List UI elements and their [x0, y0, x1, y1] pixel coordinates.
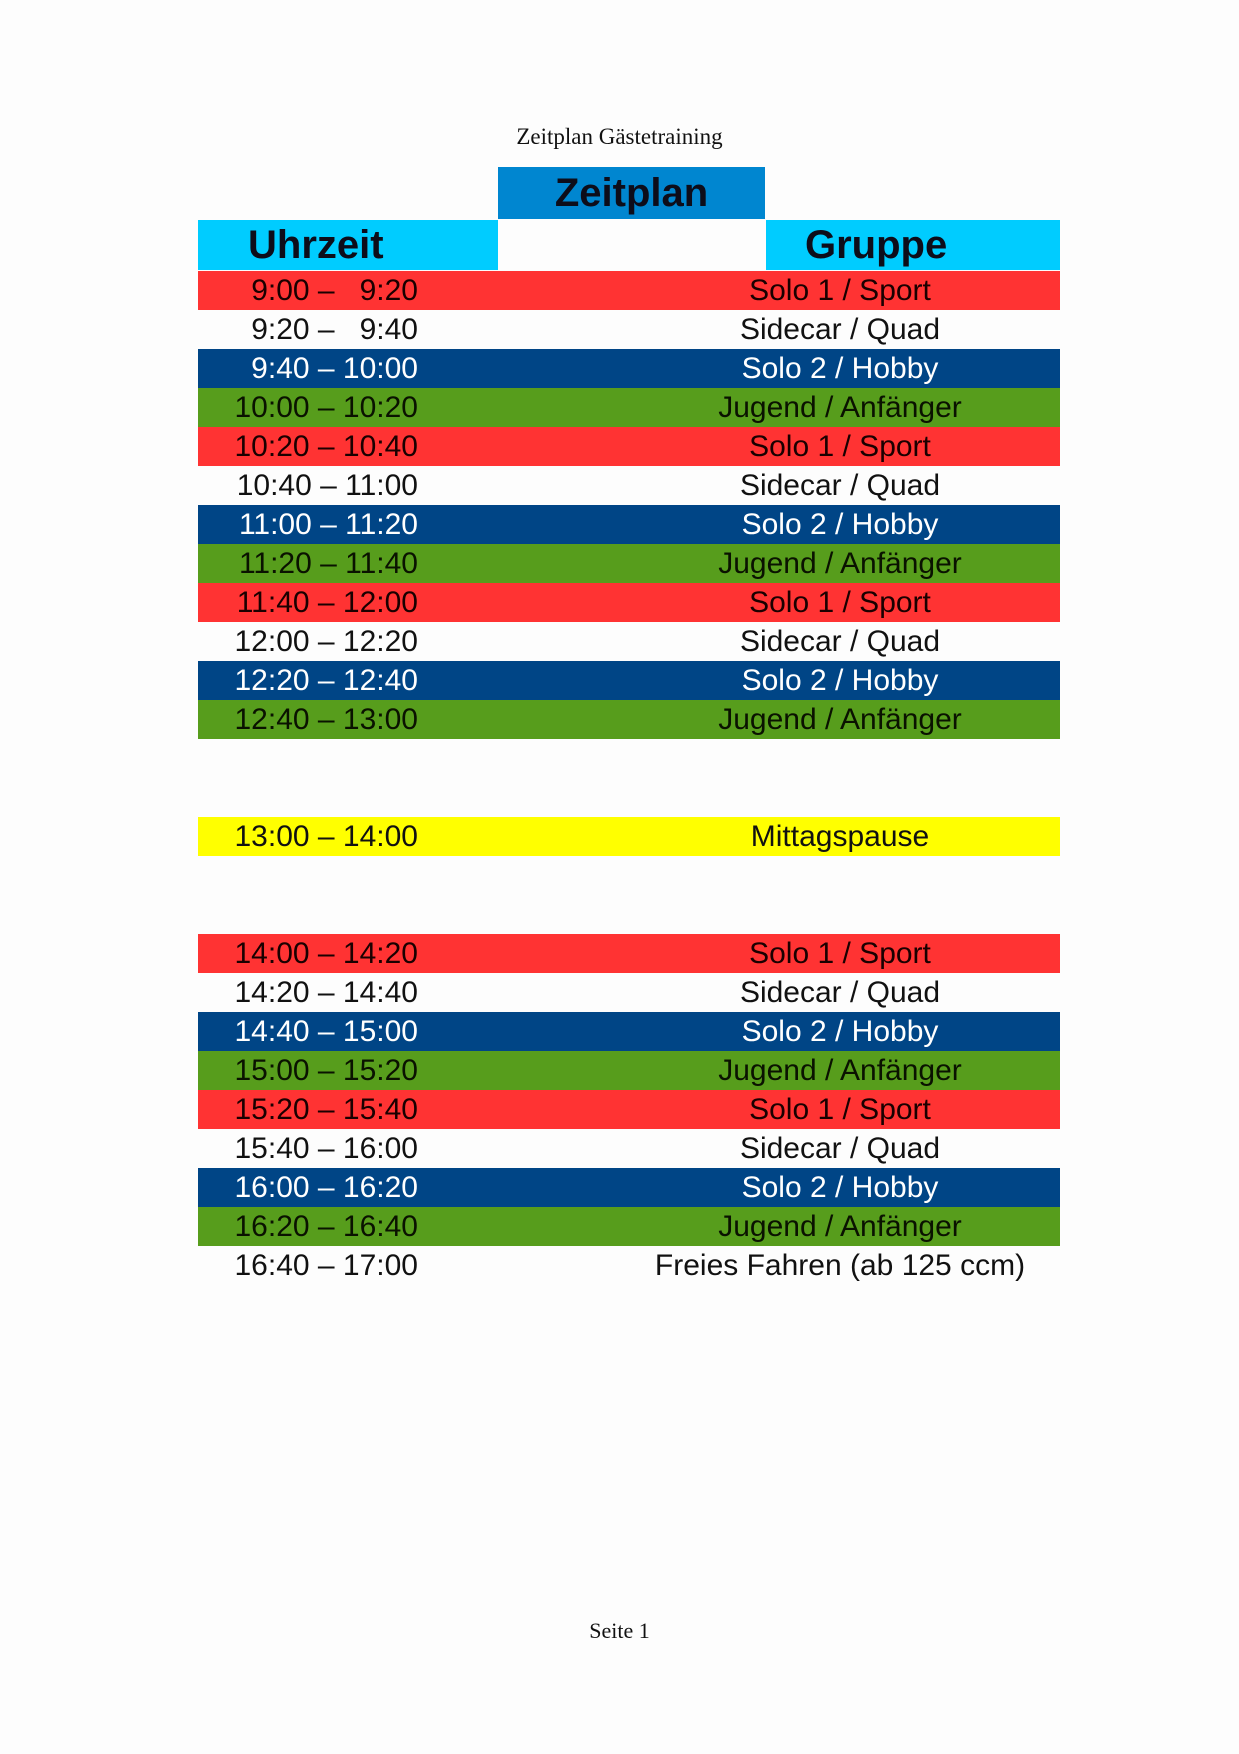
schedule-row [198, 1012, 1060, 1051]
group-cell: Mittagspause [750, 820, 930, 853]
schedule-row [198, 934, 1060, 973]
time-cell: 16:00 – 16:20 [234, 1171, 418, 1204]
group-cell: Solo 2 / Hobby [741, 508, 939, 541]
time-cell: 13:00 – 14:00 [234, 820, 418, 853]
group-cell: Sidecar / Quad [739, 469, 941, 502]
time-cell: 16:20 – 16:40 [234, 1210, 418, 1243]
schedule-row [198, 544, 1060, 583]
group-cell: Sidecar / Quad [739, 625, 941, 658]
page-footer: Seite 1 [589, 1618, 650, 1643]
column-header-group: Gruppe [766, 220, 1060, 270]
schedule-row [198, 1090, 1060, 1129]
time-cell: 14:00 – 14:20 [234, 937, 418, 970]
time-cell: 10:20 – 10:40 [234, 430, 418, 463]
time-cell: 10:40 – 11:00 [236, 469, 418, 502]
schedule-row [198, 622, 1060, 661]
group-cell: Jugend / Anfänger [718, 547, 962, 580]
group-cell: Jugend / Anfänger [718, 391, 962, 424]
time-cell: 16:40 – 17:00 [234, 1249, 418, 1282]
schedule-row [198, 388, 1060, 427]
time-cell: 14:40 – 15:00 [234, 1015, 418, 1048]
column-header-time: Uhrzeit [198, 220, 498, 270]
schedule-row [198, 1246, 1060, 1285]
group-cell: Freies Fahren (ab 125 ccm) [654, 1249, 1026, 1282]
schedule-row [198, 310, 1060, 349]
schedule-row [198, 583, 1060, 622]
group-cell: Sidecar / Quad [739, 313, 941, 346]
schedule-row [198, 427, 1060, 466]
schedule-row [198, 973, 1060, 1012]
schedule-title: Zeitplan [498, 167, 765, 219]
time-cell: 14:20 – 14:40 [234, 976, 418, 1009]
schedule-row [198, 700, 1060, 739]
time-cell: 9:00 – 9:20 [251, 274, 418, 307]
group-cell: Solo 2 / Hobby [741, 664, 939, 697]
group-cell: Jugend / Anfänger [718, 703, 962, 736]
time-cell: 11:00 – 11:20 [238, 508, 418, 541]
time-cell: 12:40 – 13:00 [234, 703, 418, 736]
time-cell: 11:40 – 12:00 [236, 586, 418, 619]
time-cell: 10:00 – 10:20 [234, 391, 418, 424]
group-cell: Solo 2 / Hobby [741, 1015, 939, 1048]
group-cell: Solo 1 / Sport [749, 1093, 931, 1126]
group-cell: Jugend / Anfänger [718, 1054, 962, 1087]
group-cell: Sidecar / Quad [739, 1132, 941, 1165]
schedule-row [198, 1207, 1060, 1246]
page-header: Zeitplan Gästetraining [516, 124, 723, 149]
schedule-row [198, 349, 1060, 388]
time-cell: 11:20 – 11:40 [238, 547, 418, 580]
time-cell: 15:40 – 16:00 [234, 1132, 418, 1165]
time-cell: 12:20 – 12:40 [234, 664, 418, 697]
time-cell: 15:20 – 15:40 [234, 1093, 418, 1126]
schedule-row [198, 271, 1060, 310]
group-cell: Solo 2 / Hobby [741, 1171, 939, 1204]
time-cell: 15:00 – 15:20 [234, 1054, 418, 1087]
group-cell: Sidecar / Quad [739, 976, 941, 1009]
schedule-row [198, 1168, 1060, 1207]
schedule-row [198, 1051, 1060, 1090]
schedule-row [198, 466, 1060, 505]
group-cell: Solo 1 / Sport [749, 274, 931, 307]
schedule-row [198, 505, 1060, 544]
group-cell: Solo 1 / Sport [749, 586, 931, 619]
group-cell: Solo 1 / Sport [749, 430, 931, 463]
group-cell: Solo 2 / Hobby [741, 352, 939, 385]
schedule-row [198, 661, 1060, 700]
schedule-row [198, 1129, 1060, 1168]
time-cell: 12:00 – 12:20 [234, 625, 418, 658]
group-cell: Jugend / Anfänger [718, 1210, 962, 1243]
group-cell: Solo 1 / Sport [749, 937, 931, 970]
time-cell: 9:40 – 10:00 [251, 352, 418, 385]
lunch-break-row [198, 817, 1060, 856]
time-cell: 9:20 – 9:40 [251, 313, 418, 346]
